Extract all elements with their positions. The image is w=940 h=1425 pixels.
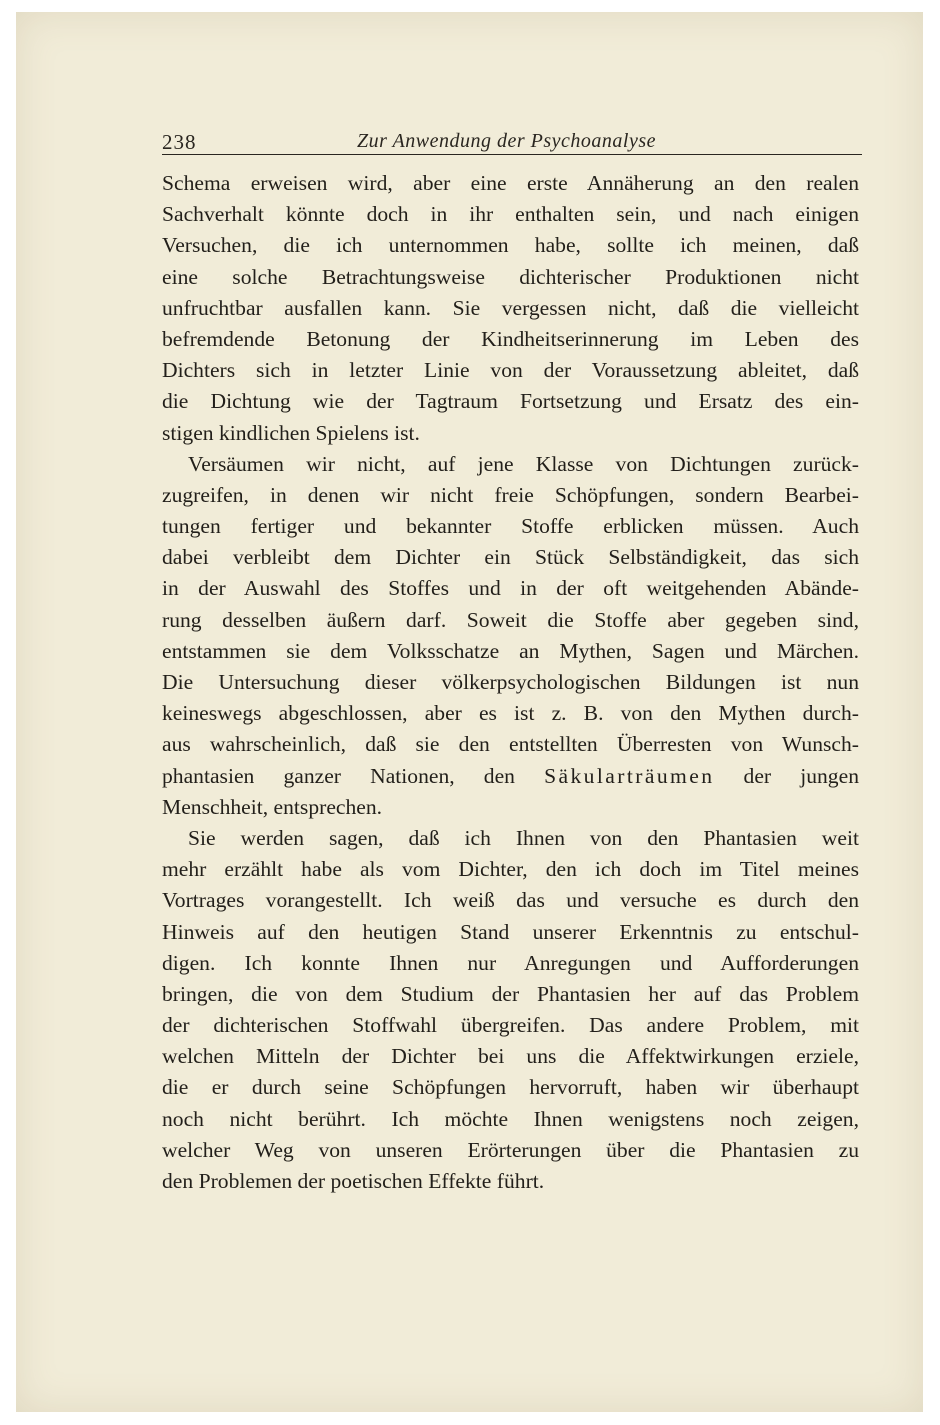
text-line: Menschheit, entsprechen. [162, 794, 383, 819]
paragraph-2 [162, 449, 859, 823]
text-line: dabei verbleibt dem Dichter ein Stück Selbständigkeit, das sich [162, 545, 859, 570]
text-line: noch nicht berührt. Ich möchte Ihnen wenigstens noch zeigen, [162, 1106, 859, 1131]
text-line: digen. Ich konnte Ihnen nur Anregungen und Aufforderungen [162, 950, 859, 975]
text-line: bringen, die von dem Studium der Phantasien her auf das Problem [162, 981, 859, 1006]
text-line: Versuchen, die ich unternommen habe, sollte ich meinen, daß [162, 233, 859, 258]
text-line: Sachverhalt könnte doch in ihr enthalten sein, und nach einigen [162, 202, 859, 227]
text-line: die er durch seine Schöpfungen hervorruft, haben wir überhaupt [162, 1075, 859, 1100]
text-line: unfruchtbar ausfallen kann. Sie vergessen nicht, daß die vielleicht [162, 295, 859, 320]
text-line: welchen Mitteln der Dichter bei uns die Affektwirkungen erziele, [162, 1044, 859, 1069]
page-number: 238 [162, 130, 197, 154]
text-line: Vortrages vorangestellt. Ich weiß das und versuche es durch den [162, 888, 859, 913]
header-rule [162, 154, 862, 155]
text-line: den Problemen der poetischen Effekte führt. [162, 1169, 545, 1193]
text-line: eine solche Betrachtungsweise dichterischer Produktionen nicht [162, 264, 859, 289]
text-line: entstammen sie dem Volksschatze an Mythen, Sagen und Märchen. [162, 638, 859, 663]
page-header [162, 124, 862, 154]
text-line: Die Untersuchung dieser völkerpsychologischen Bildungen ist nun [162, 670, 859, 694]
body-text [162, 168, 859, 1197]
text-line: tungen fertiger und bekannter Stoffe erblicken müssen. Auch [162, 514, 859, 539]
text-line-spaced [162, 761, 859, 792]
text-line: aus wahrscheinlich, daß sie den entstellten Überresten von Wunsch- [162, 732, 859, 757]
spaced-emphasis: Säkularträumen [544, 763, 715, 788]
text-line: keineswegs abgeschlossen, aber es ist z. B. von den Mythen durch- [162, 701, 859, 726]
paragraph-3 [162, 823, 859, 1197]
text-line: befremdende Betonung der Kindheitserinnerung im Leben des [162, 326, 859, 351]
text-line: Versäumen wir nicht, auf jene Klasse von Dichtungen zurück- [188, 451, 859, 476]
text-line: zugreifen, in denen wir nicht freie Schöpfungen, sondern Bearbei- [162, 482, 859, 507]
paragraph-1 [162, 168, 859, 449]
text-line: rung desselben äußern darf. Soweit die Stoffe aber gegeben sind, [162, 607, 859, 632]
text-line: welcher Weg von unseren Erörterungen über die Phantasien zu [162, 1137, 859, 1162]
text-line: Sie werden sagen, daß ich Ihnen von den Phantasien weit [188, 825, 859, 850]
line-text: phantasien ganzer Nationen, den [162, 763, 545, 788]
text-line: der dichterischen Stoffwahl übergreifen. Das andere Problem, mit [162, 1013, 859, 1038]
text-line: Schema erweisen wird, aber eine erste Annäherung an den realen [162, 171, 859, 195]
text-line: Dichters sich in letzter Linie von der Voraussetzung ableitet, daß [162, 358, 859, 383]
line-text: der jungen [714, 763, 859, 788]
text-line: die Dichtung wie der Tagtraum Fortsetzung und Ersatz des ein- [162, 389, 859, 414]
text-line: stigen kindlichen Spielens ist. [162, 420, 420, 445]
text-line: mehr erzählt habe als vom Dichter, den ich doch im Titel meines [162, 857, 859, 882]
text-line: Hinweis auf den heutigen Stand unserer Erkenntnis zu entschul- [162, 919, 859, 944]
running-title: Zur Anwendung der Psychoanalyse [357, 130, 656, 152]
text-line: in der Auswahl des Stoffes und in der oft weitgehenden Abände- [162, 576, 859, 601]
